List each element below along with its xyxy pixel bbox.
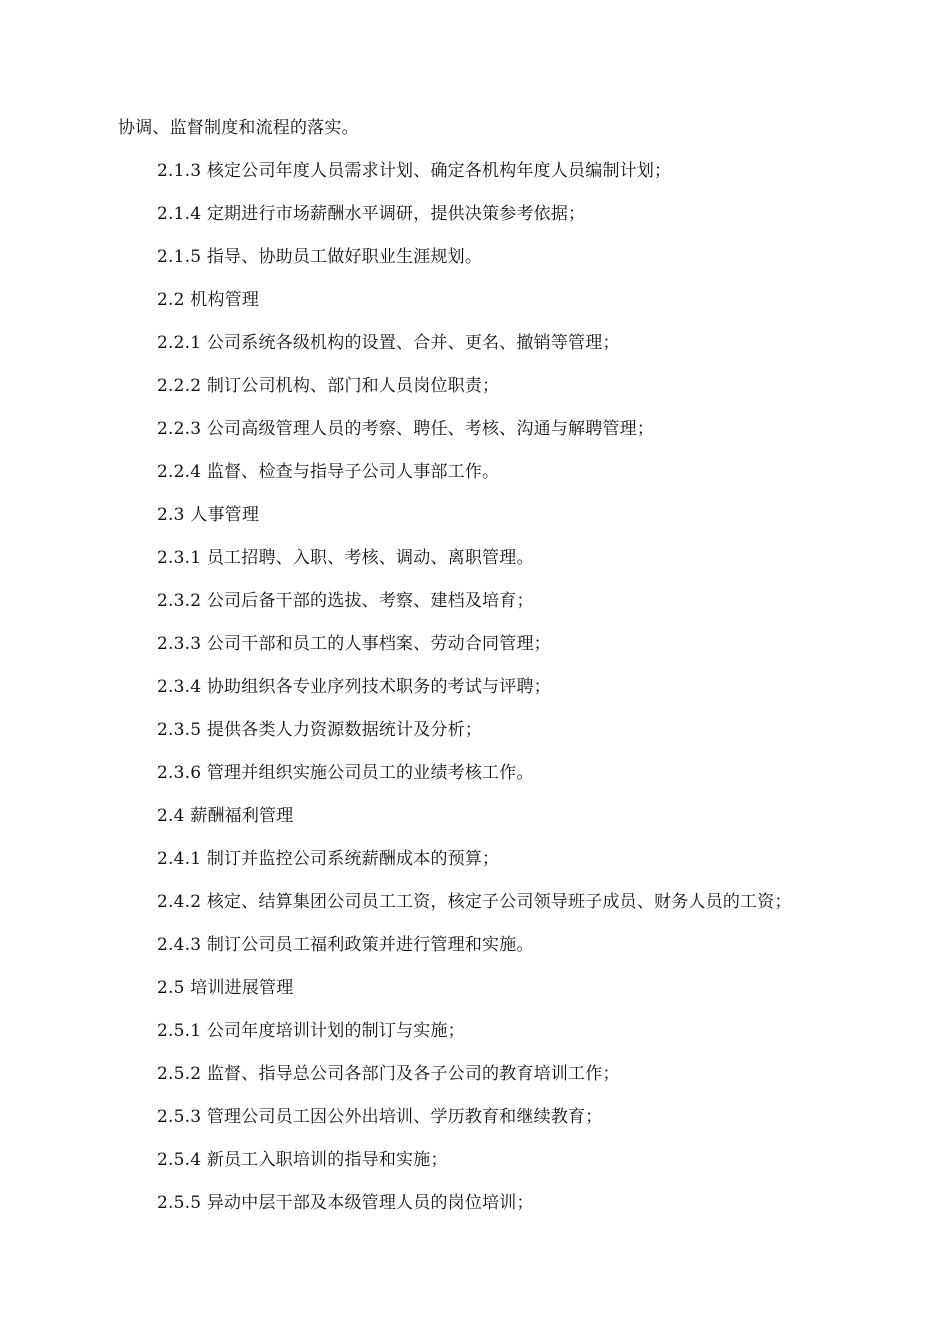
text-line-2-5-2: 2.5.2 监督、指导总公司各部门及各子公司的教育培训工作；: [157, 1064, 620, 1084]
text-line-2-3-3: 2.3.3 公司干部和员工的人事档案、劳动合同管理；: [157, 634, 551, 654]
text-line-2-2-1: 2.2.1 公司系统各级机构的设置、合并、更名、撤销等管理；: [157, 333, 620, 353]
text-line-2-3-5: 2.3.5 提供各类人力资源数据统计及分析；: [157, 720, 483, 740]
text-line-2-5-5: 2.5.5 异动中层干部及本级管理人员的岗位培训；: [157, 1193, 534, 1213]
text-line-2-2-3: 2.2.3 公司高级管理人员的考察、聘任、考核、沟通与解聘管理；: [157, 419, 655, 439]
text-line-2-5-4: 2.5.4 新员工入职培训的指导和实施；: [157, 1150, 448, 1170]
text-line-2-2-2: 2.2.2 制订公司机构、部门和人员岗位职责；: [157, 376, 500, 396]
text-line-2-4-3: 2.4.3 制订公司员工福利政策并进行管理和实施。: [157, 935, 534, 955]
text-line-2-4-2: 2.4.2 核定、结算集团公司员工工资，核定子公司领导班子成员、财务人员的工资；: [157, 892, 792, 912]
text-line-2-2-4: 2.2.4 监督、检查与指导子公司人事部工作。: [157, 462, 500, 482]
text-line-2-4-1: 2.4.1 制订并监控公司系统薪酬成本的预算；: [157, 849, 500, 869]
text-line-2-1-3: 2.1.3 核定公司年度人员需求计划、确定各机构年度人员编制计划；: [157, 161, 672, 181]
text-line-2-5-1: 2.5.1 公司年度培训计划的制订与实施；: [157, 1021, 465, 1041]
text-line-2-3-4: 2.3.4 协助组织各专业序列技术职务的考试与评聘；: [157, 677, 551, 697]
section-heading-2-5: 2.5 培训进展管理: [157, 978, 294, 998]
text-line-2-1-4: 2.1.4 定期进行市场薪酬水平调研，提供决策参考依据；: [157, 204, 586, 224]
section-heading-2-3: 2.3 人事管理: [157, 505, 260, 525]
text-line-2-3-1: 2.3.1 员工招聘、入职、考核、调动、离职管理。: [157, 548, 534, 568]
text-line-2-1-5: 2.1.5 指导、协助员工做好职业生涯规划。: [157, 247, 483, 267]
text-line-continuation: 协调、监督制度和流程的落实。: [118, 118, 359, 138]
section-heading-2-4: 2.4 薪酬福利管理: [157, 806, 294, 826]
text-line-2-5-3: 2.5.3 管理公司员工因公外出培训、学历教育和继续教育；: [157, 1107, 603, 1127]
text-line-2-3-6: 2.3.6 管理并组织实施公司员工的业绩考核工作。: [157, 763, 534, 783]
section-heading-2-2: 2.2 机构管理: [157, 290, 260, 310]
text-line-2-3-2: 2.3.2 公司后备干部的选拔、考察、建档及培育；: [157, 591, 534, 611]
